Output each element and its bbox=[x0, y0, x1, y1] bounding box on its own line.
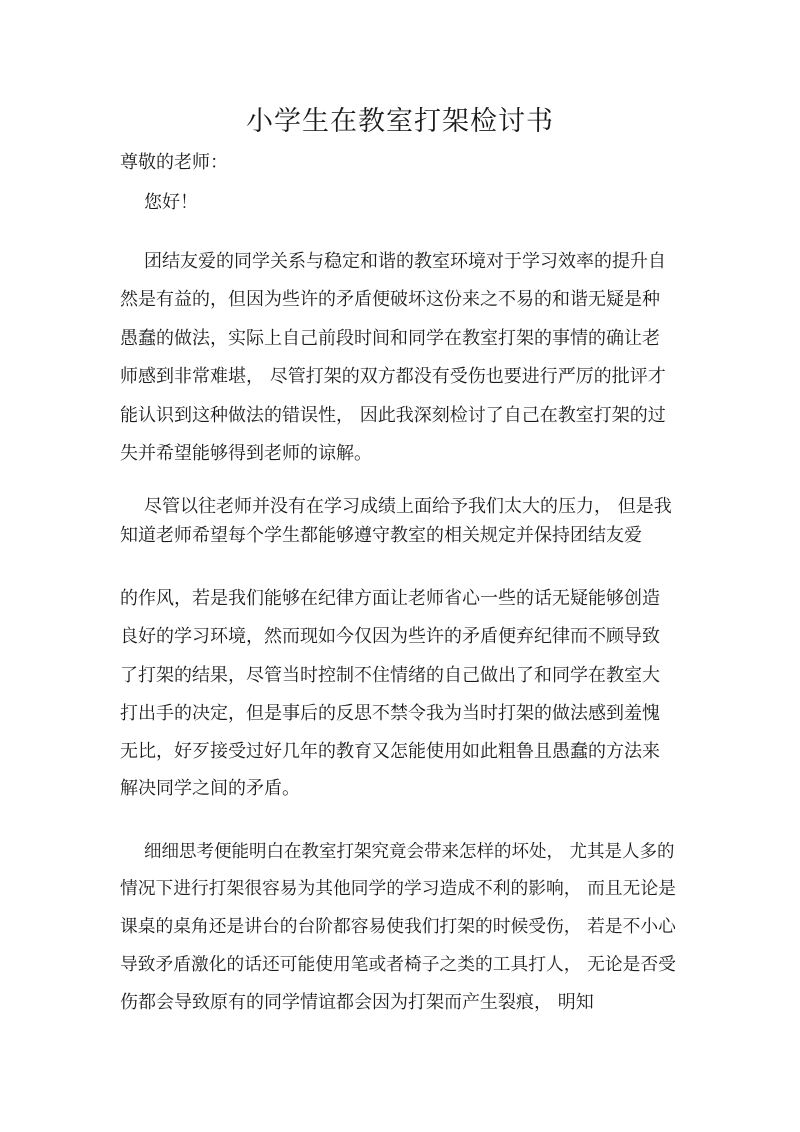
salutation: 尊敬的老师： bbox=[120, 152, 228, 173]
paragraph-3-line: 的作风，若是我们能够在纪律方面让老师省心一些的话无疑能够创造 bbox=[120, 588, 660, 609]
paragraph-4-line: 导致矛盾激化的话还可能使用笔或者椅子之类的工具打人， 无论是否受 bbox=[120, 955, 676, 975]
paragraph-4-line: 细细思考便能明白在教室打架究竟会带来怎样的坏处， 尤其是人多的 bbox=[144, 842, 675, 862]
paragraph-1-line: 师感到非常难堪， 尽管打架的双方都没有受伤也要进行严厉的批评才 bbox=[120, 366, 666, 387]
paragraph-1-line: 能认识到这种做法的错误性， 因此我深刻检讨了自己在教室打架的过 bbox=[120, 405, 666, 426]
paragraph-1-line: 愚蠢的做法，实际上自己前段时间和同学在教室打架的事情的确让老 bbox=[120, 328, 660, 349]
paragraph-4-line: 课桌的桌角还是讲台的台阶都容易使我们打架的时候受伤， 若是不小心 bbox=[120, 917, 676, 937]
paragraph-1-line: 失并希望能够得到老师的谅解。 bbox=[120, 443, 372, 464]
document-title: 小学生在教室打架检讨书 bbox=[246, 106, 554, 137]
paragraph-1-line: 然是有益的，但因为些许的矛盾便破坏这份来之不易的和谐无疑是种 bbox=[120, 289, 660, 310]
paragraph-3-line: 了打架的结果，尽管当时控制不住情绪的自己做出了和同学在教室大 bbox=[120, 665, 660, 686]
paragraph-3-line: 无比，好歹接受过好几年的教育又怎能使用如此粗鲁且愚蠢的方法来 bbox=[120, 741, 660, 762]
paragraph-3-line: 良好的学习环境，然而现如今仅因为些许的矛盾便弃纪律而不顾导致 bbox=[120, 626, 660, 647]
paragraph-1-line: 团结友爱的同学关系与稳定和谐的教室环境对于学习效率的提升自 bbox=[144, 251, 666, 272]
paragraph-4-line: 伤都会导致原有的同学情谊都会因为打架而产生裂痕， 明知 bbox=[120, 992, 594, 1013]
paragraph-2-line: 知道老师希望每个学生都能够遵守教室的相关规定并保持团结友爱 bbox=[120, 525, 642, 546]
greeting: 您好！ bbox=[144, 192, 198, 213]
paragraph-4-line: 情况下进行打架很容易为其他同学的学习造成不利的影响， 而且无论是 bbox=[120, 879, 676, 899]
paragraph-3-line: 打出手的决定，但是事后的反思不禁令我为当时打架的做法感到羞愧 bbox=[120, 703, 660, 724]
paragraph-2-line: 尽管以往老师并没有在学习成绩上面给予我们太大的压力， 但是我 bbox=[144, 496, 672, 517]
paragraph-3-line: 解决同学之间的矛盾。 bbox=[120, 778, 300, 799]
